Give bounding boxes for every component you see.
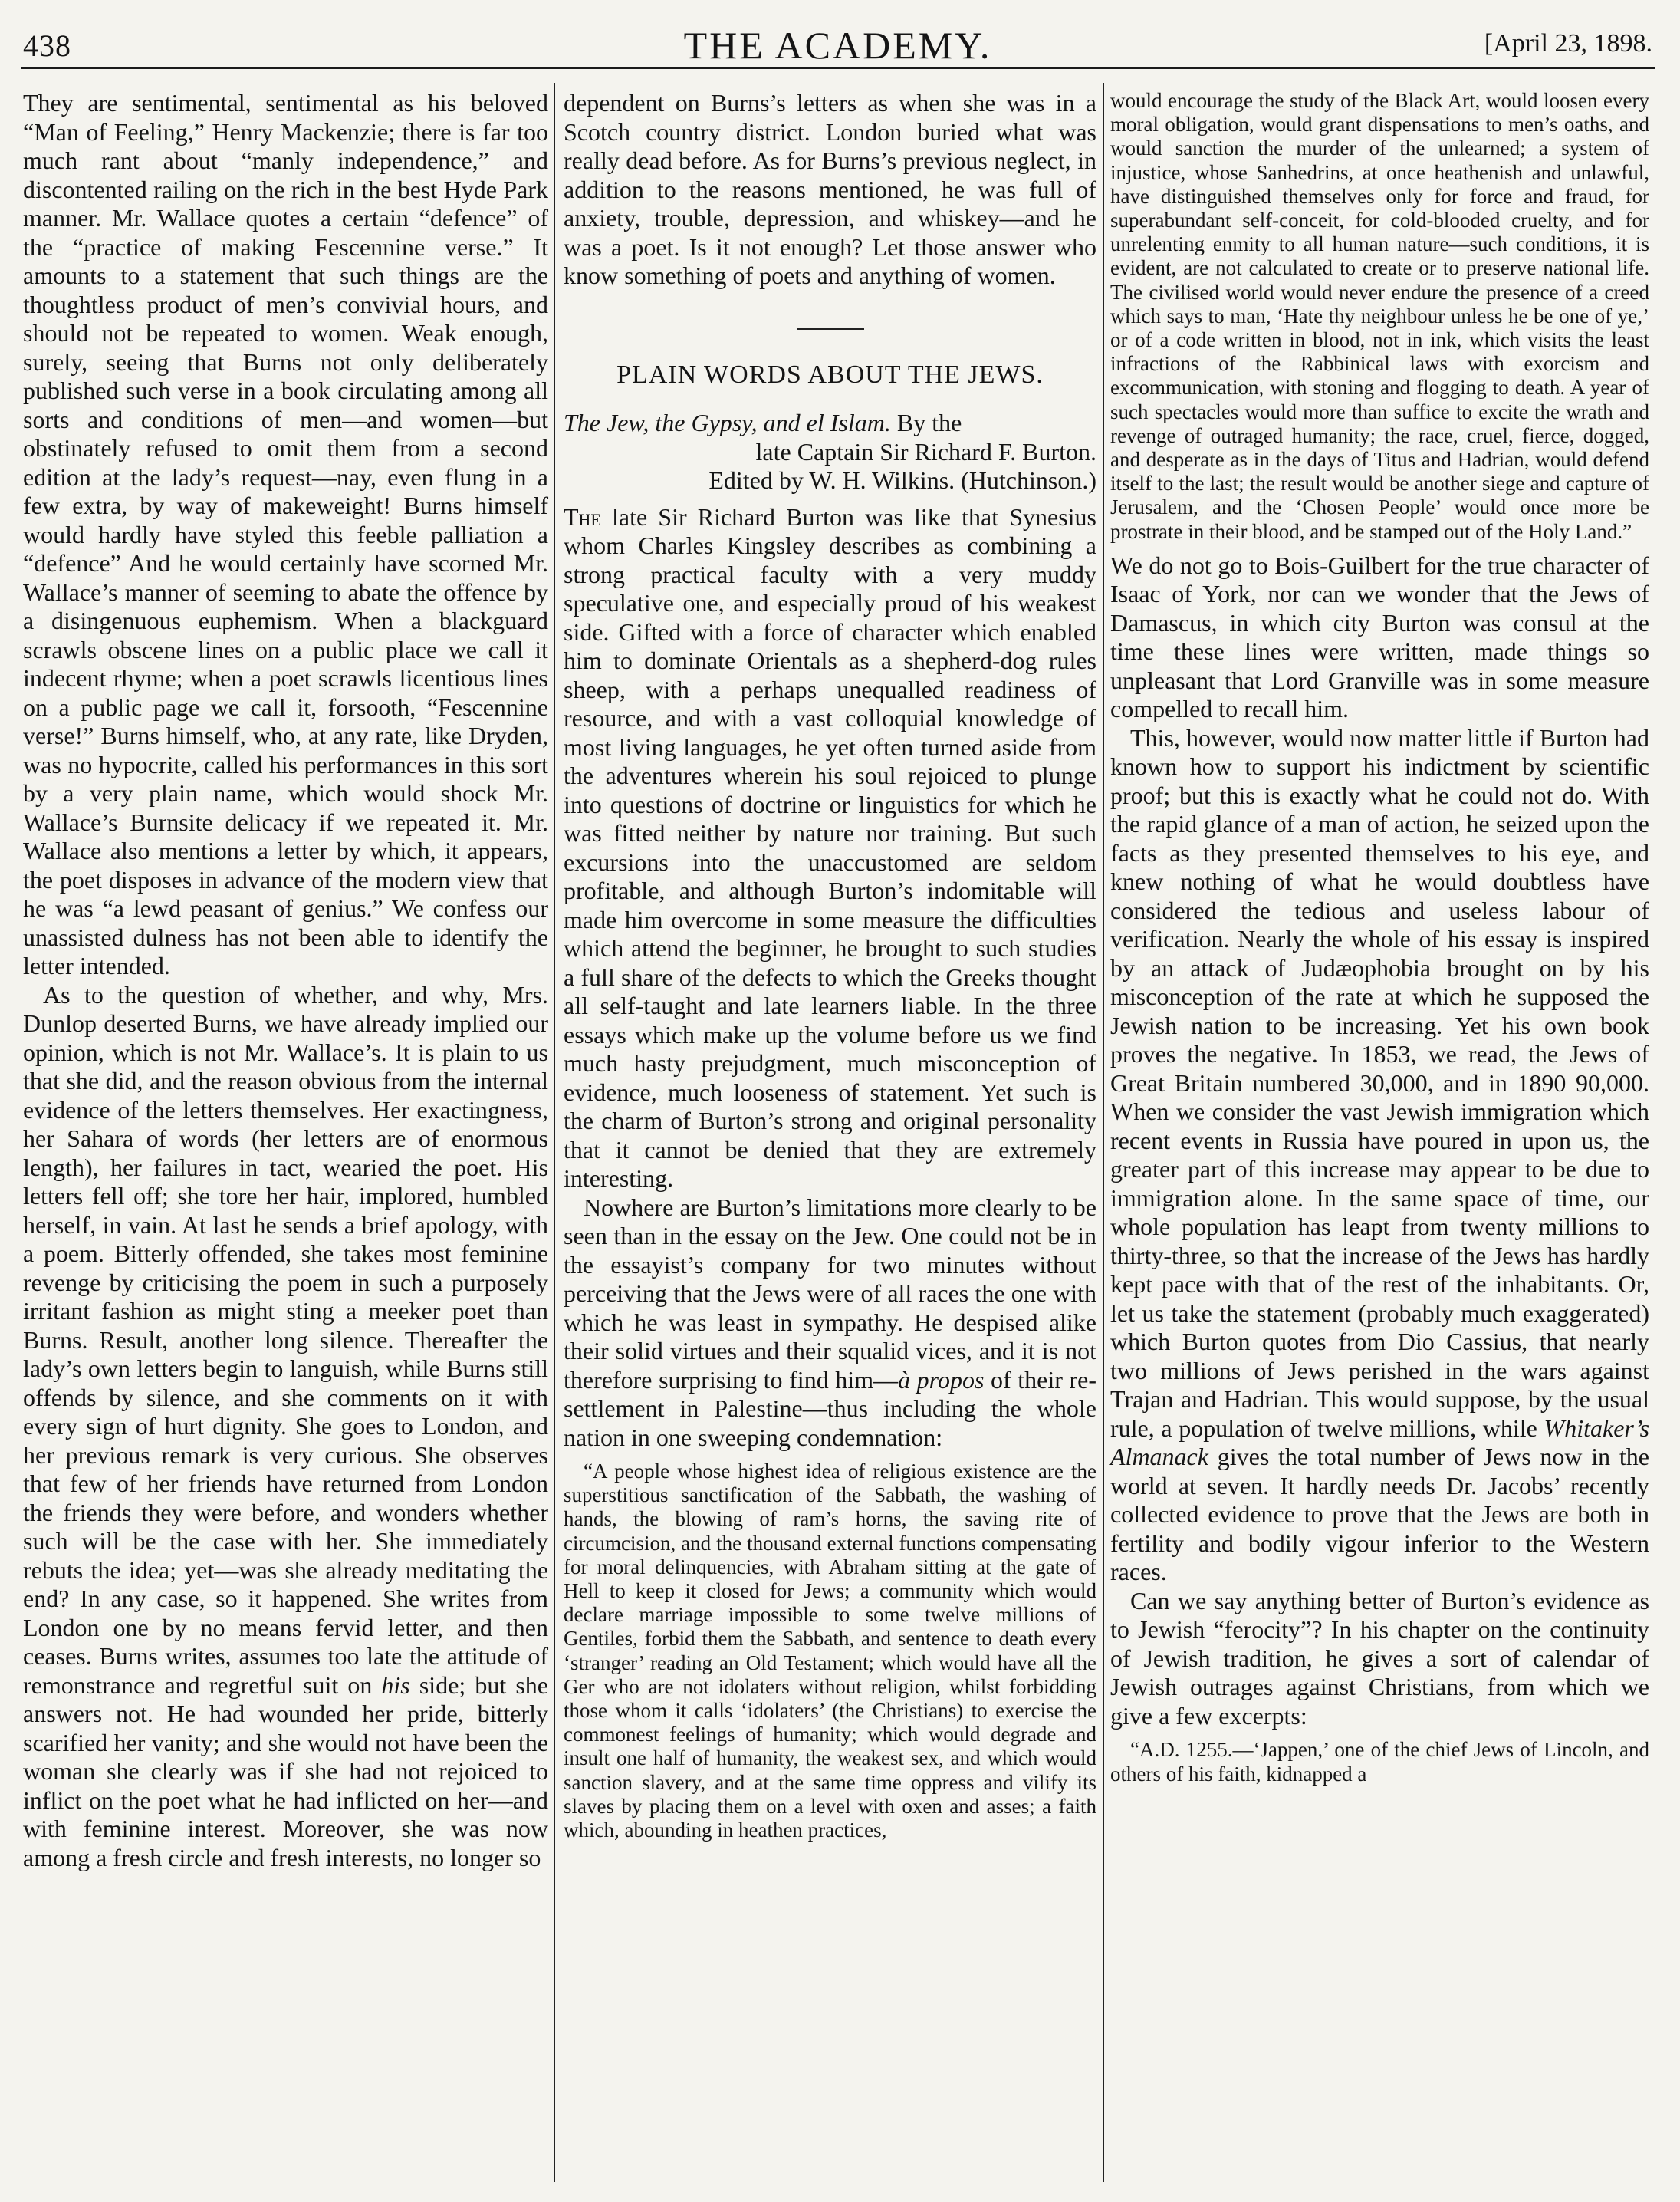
page-header	[23, 23, 1652, 67]
italic-text: Whitaker’s Almanack	[1110, 1414, 1650, 1471]
column-divider	[554, 83, 555, 2182]
italic-text: his	[381, 1670, 410, 1699]
text-run: of their re-settlement in Palestine—thus including the whole nation in one sweeping condemnation:	[564, 1365, 1097, 1451]
excerpt	[1110, 1738, 1649, 1786]
spacer	[1110, 544, 1649, 551]
section-divider	[797, 328, 864, 330]
citation-line	[564, 409, 1096, 438]
excerpt-date: “A.D. 1255.	[1130, 1738, 1233, 1762]
text-run: As to the question of whether, and why, Mrs. Dunlop deserted Burns, we have already implied our opinion, which is not Mr. Wallace’s. It is plain to us that she did, and the reason obvious from the internal evidence of the letters themselves. Her exactingness, her Sahara of words (her letters are of enormous length), her failures in tact, wearied the poet. His letters fell off; she tore her hair, implored, humbled herself, in vain. At last he sends a brief apology, with a poem. Bitterly offended, she takes most feminine revenge by criticising the poem in such a purposely irritant fashion as might sting a meeker poet than Burns. Result, another long silence. Thereafter the lady’s own letters begin to languish, while Burns still offends by silence, and she comments on it with every sign of hurt dignity. She goes to London, and her previous remark is very curious. She observes that few of her friends have returned from London the friends they were before, and wonders whether such will be the case with her. She immediately rebuts the idea; yet—was she already meditating the end? In any case, so it happened. She writes from London one by no means fervid letter, and then ceases. Burns writes, assumes too late the attitude of remonstrance and regretful suit on	[23, 980, 548, 1699]
column-1	[23, 89, 548, 1872]
paragraph: dependent on Burns’s letters as when she was in a Scotch country district. London buried what was really dead before. As for Burns’s previous neglect, in addition to the reasons mentioned, he was full of anxiety, trouble, depression, and whiskey—and he was a poet. Is it not enough? Let those answer who know something of poets and anything of women.	[564, 89, 1096, 289]
text-run: By the	[896, 409, 962, 436]
column-divider	[1103, 83, 1104, 2182]
text-run: gives the total number of Jews now in the world at seven. It hardly needs Dr. Jacobs’ recently collected evidence to prove that the Jews are both in fertility and bodily vigour inferior to the Western races.	[1110, 1443, 1650, 1586]
text-run: Nowhere are Burton’s limitations more clearly to be seen than in the essay on the Jew. One could not be in the essayist’s company for two minutes without perceiving that the Jews were of all races the one with which he was least in sympathy. He despised alike their solid virtues and their squalid vices, and it is not therefore surprising to find him—	[564, 1193, 1096, 1394]
article-title: PLAIN WORDS ABOUT THE JEWS.	[616, 360, 1044, 389]
text-run: side; but she answers not. He had wounded her pride, bitterly scarified her vanity; and she would not have been the woman she clearly was if she had not rejoiced to inflict on the poet what he had inflicted on her—and with feminine interest. Moreover, she was now among a fresh circle and fresh interests, no longer so	[23, 1670, 549, 1871]
column-2	[564, 89, 1096, 1842]
book-title: The Jew, the Gypsy, and el Islam.	[564, 409, 891, 436]
lead-word: The	[564, 502, 601, 531]
text-run: —‘Jappen,’ one of the chief Jews of Lincoln, and others of his faith, kidnapped a	[1110, 1738, 1650, 1786]
column-3	[1110, 89, 1649, 1786]
page-number: 438	[23, 28, 71, 63]
masthead-title: THE ACADEMY.	[683, 24, 992, 67]
book-citation	[564, 409, 1096, 495]
paragraph	[564, 1193, 1096, 1453]
paragraph	[564, 503, 1096, 1193]
citation-line: late Captain Sir Richard F. Burton.	[755, 437, 1096, 466]
italic-text: à propos	[898, 1365, 985, 1394]
paragraph: Can we say anything better of Burton’s evidence as to Jewish “ferocity”? In his chapter on the continuity of Jewish tradition, he gives a sort of calendar of Jewish outrages against Christians, from which we give a few excerpts:	[1110, 1586, 1649, 1730]
spacer	[564, 495, 1096, 503]
block-quote: would encourage the study of the Black Art, would loosen every moral obligation, would grant dispensations to men’s oaths, and would sanction the murder of the unlearned; a system of injustice, whose Sanhedrins, at once heathenish and unlawful, have distinguished themselves only for force and fraud, for superabundant self-conceit, for cold-blooded cruelty, and for unrelenting enmity to all human nature—such conditions, it is evident, are not calculated to create or to preserve national life. The civilised world would never endure the presence of a creed which says to man, ‘Hate thy neighbour unless he be one of ye,’ or of a code written in blood, not in ink, which visits the least infractions of the Rabbinical laws with exorcism and excommunication, with stoning and flogging to death. A year of such spectacles would more than suffice to excite the wrath and revenge of outraged humanity; the race, cruel, fierce, dogged, and desperate as in the days of Titus and Hadrian, would defend itself to the last; the result would be another siege and capture of Jerusalem, and the ‘Chosen People’ would once more be prostrate in their blood, and be stamped out of the Holy Land.”	[1110, 89, 1649, 543]
text-run: This, however, would now matter little if Burton had known how to support his indictment by scientific proof; but this is exactly what he could not do. With the rapid glance of a man of action, he seized upon the facts as they presented themselves to his eye, and knew nothing of what he would doubtless have considered the tedious and useless labour of verification. Nearly the whole of his essay is inspired by an attack of Judæophobia brought on by his misconception of the rate at which he supposed the Jewish nation to be increasing. Yet his own book proves the negative. In 1853, we read, the Jews of Great Britain numbered 30,000, and in 1890 90,000. When we consider the vast Jewish immigration which recent events in Russia have poured in upon us, the greater part of this increase may appear to be due to immigration alone. In the same space of time, our whole population has leapt from twenty millions to thirty-three, so that the increase of the Jews has hardly kept pace with that of the rest of the inhabitants. Or, let us take the statement (probably much exaggerated) which Burton quotes from Dio Cassius, that nearly two millions of Jews perished in the wars against Trajan and Hadrian. This would suppose, by the usual rule, a population of twelve millions, while	[1110, 723, 1649, 1442]
citation-line: Edited by W. H. Wilkins. (Hutchinson.)	[708, 466, 1096, 494]
paragraph	[23, 981, 548, 1873]
paragraph: We do not go to Bois-Guilbert for the true character of Isaac of York, nor can we wonder that the Jews of Damascus, in which city Burton was consul at the time these lines were written, made things so unpleasant that Lord Granville was in some measure compelled to recall him.	[1110, 551, 1649, 723]
spacer	[1110, 1730, 1649, 1738]
paragraph: They are sentimental, sentimental as his beloved “Man of Feeling,” Henry Mackenzie; there is far too much rant about “manly independence,” and discontented railing on the rich in the best Hyde Park manner. Mr. Wallace quotes a certain “defence” of the “practice of making Fescennine verse.” It amounts to a statement that such things are the thoughtless product of men’s convivial hours, and should not be repeated to women. Weak enough, surely, seeing that Burns not only deliberately published such verse in a book circulating among all sorts and conditions of men—and women—but obstinately refused to omit them from a second edition at the lady’s request—nay, even flung in a few extra, by way of makeweight! Burns himself would hardly have styled this feeble palliation a “defence” And he would certainly have scorned Mr. Wallace’s manner of seeming to abate the offence by a disingenuous euphemism. When a blackguard scrawls obscene lines on a public place we call it indecent rhyme; when a poet scrawls licentious lines on a public page we call it, forsooth, “Fescennine verse!” Burns himself, who, at any rate, like Dryden, was no hypocrite, called his performances in this sort by a very plain name, which would shock Mr. Wallace’s Burnsite delicacy if we repeated it. Mr. Wallace also mentions a letter by which, it appears, the poet disposes in advance of the modern view that he was “a lewd peasant of genius.” We confess our unassisted dulness has not been able to identify the letter intended.	[23, 89, 548, 979]
paragraph	[1110, 724, 1649, 1587]
header-rule	[21, 67, 1655, 69]
issue-date: [April 23, 1898.	[1484, 29, 1652, 58]
text-run: late Sir Richard Burton was like that Synesius whom Charles Kingsley describes as combining a strong practical faculty with a very muddy speculative one, and especially proud of his weakest side. Gifted with a force of character which enabled him to dominate Orientals as a shepherd-dog rules sheep, with a perhaps unequalled readiness of resource, and with a vast colloquial knowledge of most living languages, he yet often turned aside from the adventures wherein his soul rejoiced to plunge into questions of doctrine or linguistics for which he was fitted neither by nature nor training. But such excursions into the unaccustomed are seldom profitable, and although Burton’s indomitable will made him overcome in some measure the difficulties which attend the beginner, he brought to such studies a full share of the defects to which the Greeks thought all self-taught and late learners liable. In the three essays which make up the volume before us we find much hasty prejudgment, much misconception of evidence, much looseness of statement. Yet such is the charm of Burton’s strong and original personality that it cannot be denied that they are extremely interesting.	[564, 502, 1096, 1192]
block-quote: “A people whose highest idea of religious existence are the superstitious sanctification of the Sabbath, the washing of hands, the blowing of ram’s horns, the saving rite of circumcision, and the thousand external functions compensating for moral delinquencies, with Abraham sitting at the gate of Hell to keep it closed for Jews; a community which would declare marriage impossible to some twelve millions of Gentiles, forbid them the Sabbath, and sentence to death every ‘stranger’ reading an Old Testament; which would have all the Ger who are not idolaters without religion, whilst forbidding those whom it calls ‘idolaters’ (the Christians) to exercise the commonest feelings of humanity; which would degrade and insult one half of humanity, the weakest sex, and which would sanction slavery, and at the same time oppress and vilify its slaves by placing them on a level with oxen and asses; a faith which, abounding in heathen practices,	[564, 1460, 1096, 1842]
spacer	[564, 1452, 1096, 1460]
